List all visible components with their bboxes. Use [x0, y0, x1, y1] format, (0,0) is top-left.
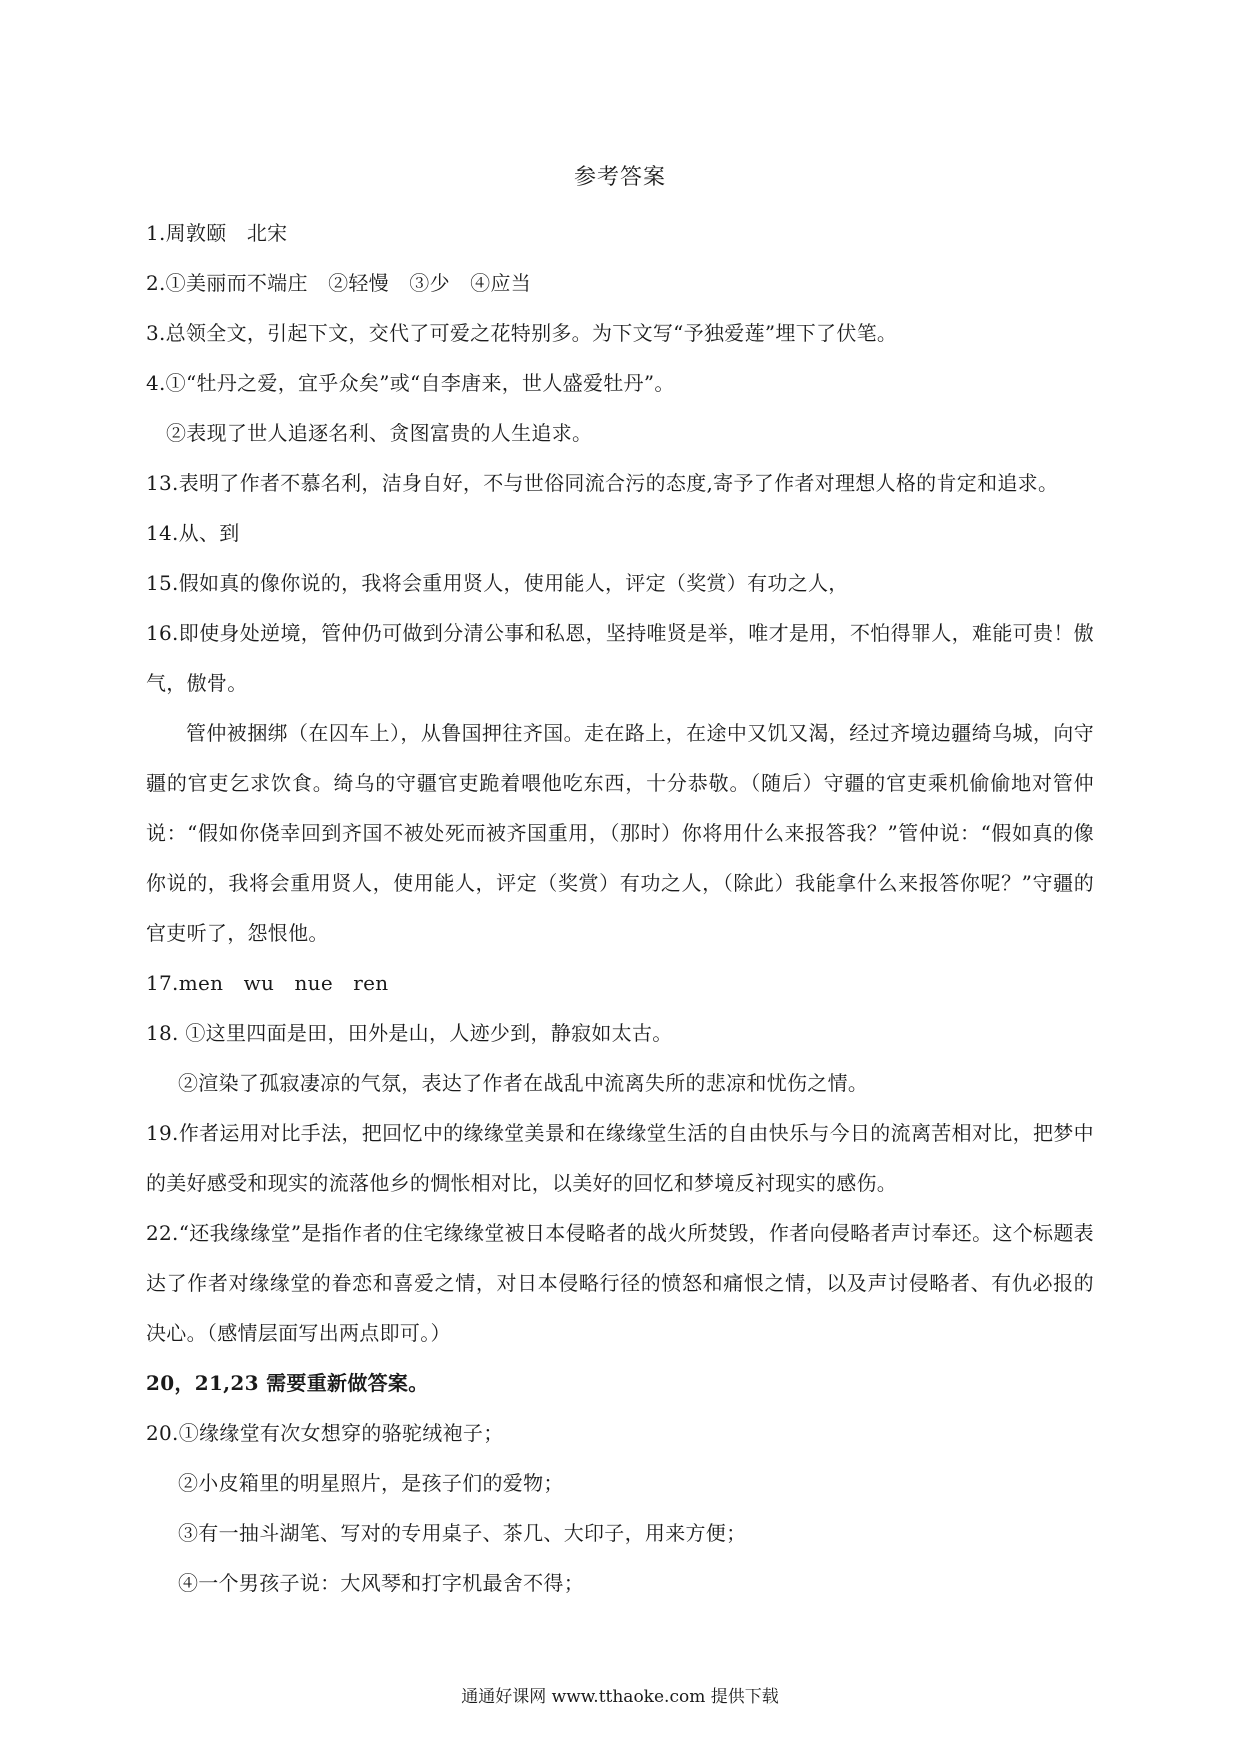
answer-18-part2: ②渲染了孤寂凄凉的气氛，表达了作者在战乱中流离失所的悲凉和忧伤之情。: [178, 1071, 869, 1095]
page-footer: 通通好课网 www.tthaoke.com 提供下载: [461, 1687, 779, 1707]
answer-13: 13.表明了作者不慕名利，洁身自好，不与世俗同流合污的态度,寄予了作者对理想人格的肯定和追求。: [146, 471, 1059, 495]
answer-1: 1.周敦颐 北宋: [146, 221, 288, 245]
redo-note: 20，21,23 需要重新做答案。: [146, 1371, 429, 1395]
answer-14: 14.从、到: [146, 521, 240, 545]
answer-4-part1: 4.①“牡丹之爱，宜乎众矣”或“自李唐来，世人盛爱牡丹”。: [146, 371, 675, 395]
translation-paragraph: 管仲被捆绑（在囚车上），从鲁国押往齐国。走在路上，在途中又饥又渴，经过齐境边疆绮乌城，向守疆的官吏乞求饮食。绮乌的守疆官吏跪着喂他吃东西，十分恭敬。（随后）守疆的官吏乘机偷偷地对管仲说：“假如你侥幸回到齐国不被处死而被齐国重用，（那时）你将用什么来报答我？”管仲说：“假如真的像你说的，我将会重用贤人，使用能人，评定（奖赏）有功之人，（除此）我能拿什么来报答你呢？”守疆的官吏听了，怨恨他。: [146, 721, 1094, 945]
answer-17: 17.men wu nue ren: [146, 971, 389, 995]
answer-16: 16.即使身处逆境，管仲仍可做到分清公事和私恩，坚持唯贤是举，唯才是用，不怕得罪人，难能可贵！傲气，傲骨。: [146, 621, 1094, 695]
answer-19: 19.作者运用对比手法，把回忆中的缘缘堂美景和在缘缘堂生活的自由快乐与今日的流离苦相对比，把梦中的美好感受和现实的流落他乡的惆怅相对比，以美好的回忆和梦境反衬现实的感伤。: [146, 1121, 1094, 1195]
answer-15: 15.假如真的像你说的，我将会重用贤人，使用能人，评定（奖赏）有功之人，: [146, 571, 849, 595]
answer-20-item2: ②小皮箱里的明星照片，是孩子们的爱物；: [178, 1471, 564, 1495]
answer-4-part2: ②表现了世人追逐名利、贪图富贵的人生追求。: [166, 421, 593, 445]
answer-20-item3: ③有一抽斗湖笔、写对的专用桌子、茶几、大印子，用来方便；: [178, 1521, 747, 1545]
page-title: 参考答案: [573, 165, 666, 190]
answer-body: [146, 208, 1094, 1608]
answer-3: 3.总领全文，引起下文，交代了可爱之花特别多。为下文写“予独爱莲”埋下了伏笔。: [146, 321, 898, 345]
answer-2: 2.①美丽而不端庄 ②轻慢 ③少 ④应当: [146, 271, 532, 295]
answer-18-part1: 18. ①这里四面是田，田外是山，人迹少到，静寂如太古。: [146, 1021, 673, 1045]
answer-20-item1: 20.①缘缘堂有次女想穿的骆驼绒袍子；: [146, 1421, 504, 1445]
answer-22: 22.“还我缘缘堂”是指作者的住宅缘缘堂被日本侵略者的战火所焚毁，作者向侵略者声讨奉还。这个标题表达了作者对缘缘堂的眷恋和喜爱之情，对日本侵略行径的愤怒和痛恨之情，以及声讨侵略者、有仇必报的决心。（感情层面写出两点即可。）: [146, 1221, 1094, 1345]
answer-20-item4: ④一个男孩子说：大风琴和打字机最舍不得；: [178, 1571, 584, 1595]
